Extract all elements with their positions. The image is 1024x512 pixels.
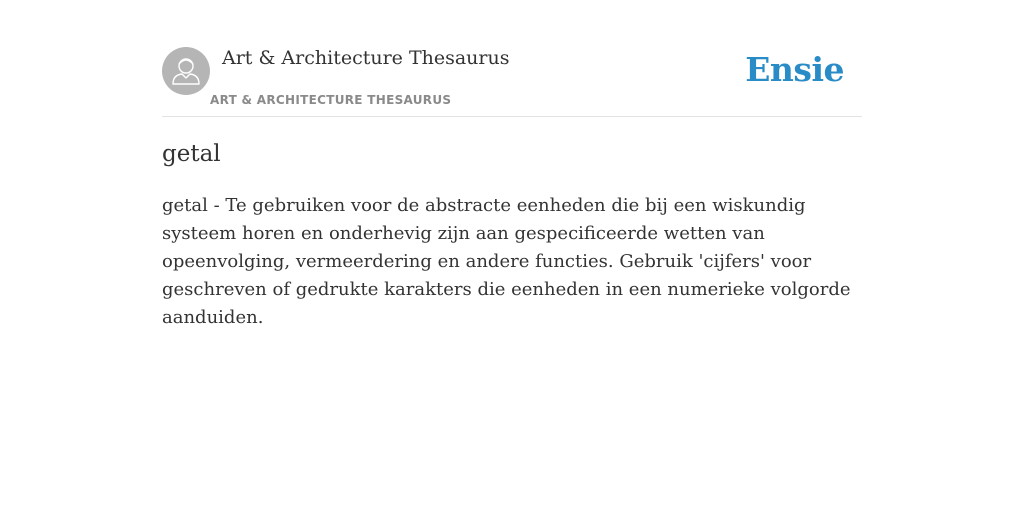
term-title: getal	[162, 141, 221, 167]
user-placeholder-icon	[162, 47, 210, 95]
author-avatar[interactable]	[162, 47, 210, 95]
term-definition: getal - Te gebruiken voor de abstracte eenheden die bij een wiskundig systeem horen en onderhevig zijn aan gespecificeerde wetten van opeenvolging, vermeerdering en andere functies. Gebruik 'cijfers' voor geschreven of gedrukte karakters die eenheden in een numerieke volgorde aanduiden.	[162, 195, 851, 328]
author-name[interactable]: Art & Architecture Thesaurus	[222, 47, 510, 69]
entry-header	[162, 46, 862, 117]
author-subtitle: ART & ARCHITECTURE THESAURUS	[210, 93, 452, 107]
page-container	[162, 0, 862, 512]
ensie-logo[interactable]: Ensie	[745, 50, 844, 89]
